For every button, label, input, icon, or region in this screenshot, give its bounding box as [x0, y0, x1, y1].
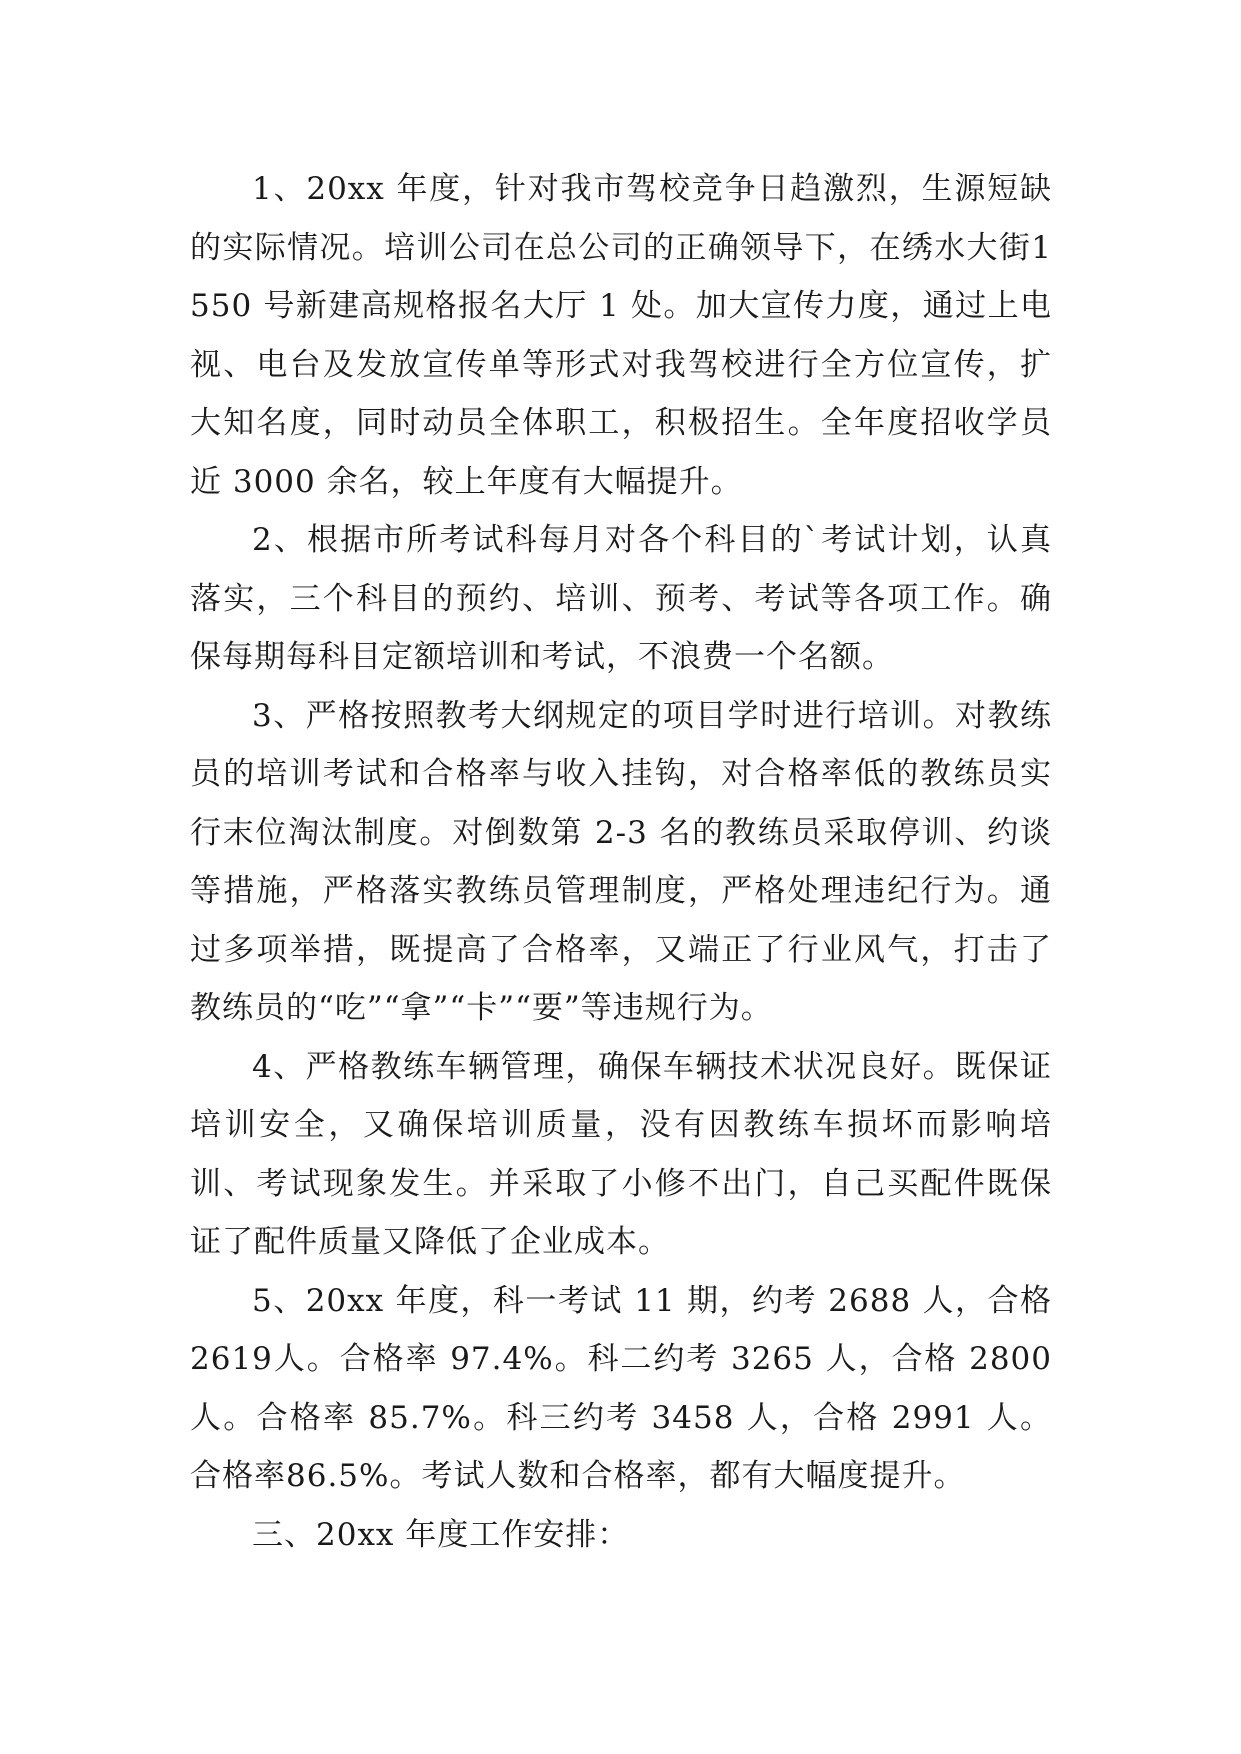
section-heading: 三、20xx 年度工作安排：: [252, 1516, 630, 1553]
paragraph-2: 2、根据市所考试科每月对各个科目的`考试计划，认真落实，三个科目的预约、培训、预考、考试等各项工作。确保每期每科目定额培训和考试，不浪费一个名额。: [190, 522, 1052, 675]
paragraph-5: 5、20xx 年度，科一考试 11 期，约考 2688 人，合格 2619人。合格率 97.4%。科二约考 3265 人，合格 2800 人。合格率 85.7%。科三约考 3458 人，合格 2991 人。合格率86.5%。考试人数和合格率，都有大幅度提升。: [190, 1282, 1052, 1494]
paragraph-4: 4、严格教练车辆管理，确保车辆技术状况良好。既保证培训安全，又确保培训质量，没有因教练车损坏而影响培训、考试现象发生。并采取了小修不出门，自己买配件既保证了配件质量又降低了企业成本。: [190, 1048, 1052, 1260]
paragraph-1: 1、20xx 年度，针对我市驾校竞争日趋激烈，生源短缺的实际情况。培训公司在总公司的正确领导下，在绣水大街1550 号新建高规格报名大厅 1 处。加大宣传力度，通过上电视、电台及发放宣传单等形式对我驾校进行全方位宣传，扩大知名度，同时动员全体职工，积极招生。全年度招收学员近 3000 余名，较上年度有大幅提升。: [190, 171, 1052, 500]
paragraph-3: 3、严格按照教考大纲规定的项目学时进行培训。对教练员的培训考试和合格率与收入挂钩，对合格率低的教练员实行末位淘汰制度。对倒数第 2-3 名的教练员采取停训、约谈等措施，严格落实教练员管理制度，严格处理违纪行为。通过多项举措，既提高了合格率，又端正了行业风气，打击了教练员的“吃”“拿”“卡”“要”等违规行为。: [190, 697, 1052, 1026]
document-page: [190, 160, 1052, 1564]
